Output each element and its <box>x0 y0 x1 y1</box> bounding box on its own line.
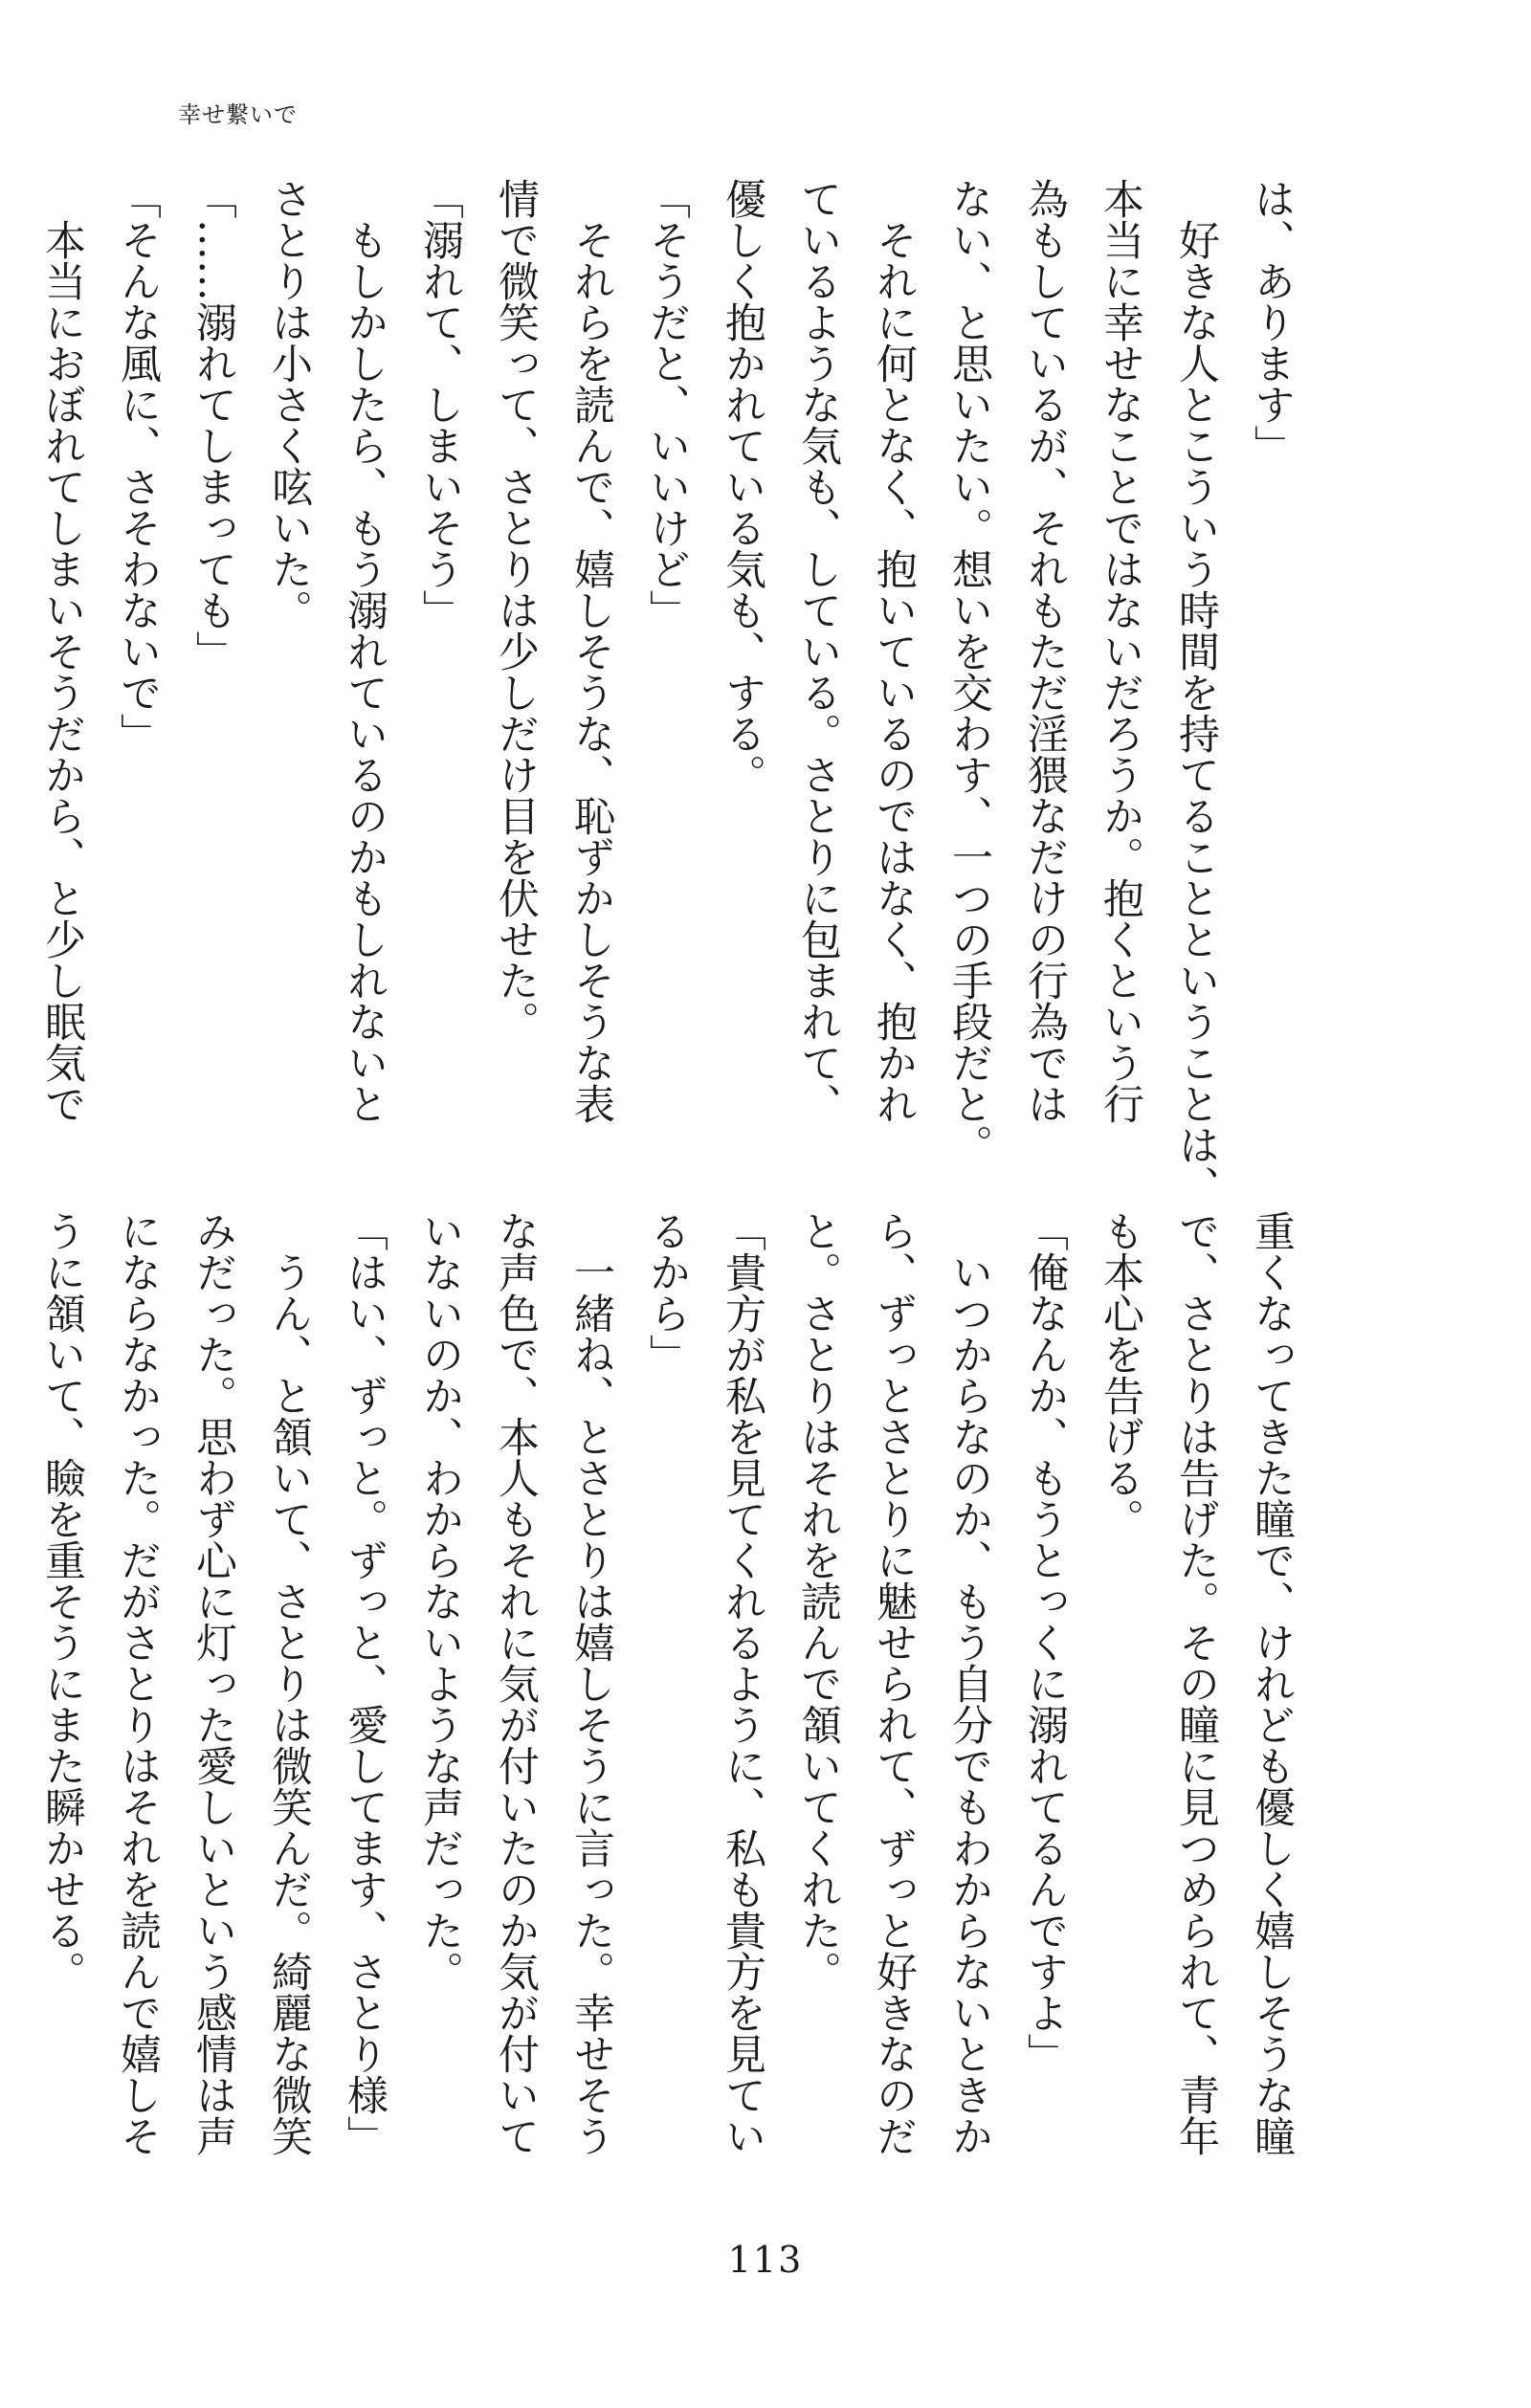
text-line: 「そんな風に、さそわないで」 <box>114 178 162 754</box>
text-line: 為もしているが、それもただ淫猥なだけの行為では <box>1021 178 1069 1124</box>
text-line: うに頷いて、瞼を重そうにまた瞬かせる。 <box>38 1210 86 1992</box>
text-block-lower <box>24 1210 1309 2167</box>
text-line: も本心を告げる。 <box>1097 1210 1144 1539</box>
text-line: 重くなってきた瞳で、けれども優しく嬉しそうな瞳 <box>1248 1210 1296 2156</box>
text-line: は、あります」 <box>1248 178 1296 466</box>
text-line: いつからなのか、もう自分でもわからないときか <box>945 1210 993 2156</box>
text-line: 「……溺れてしまっても」 <box>189 178 237 672</box>
page-number: 113 <box>727 2239 804 2281</box>
text-line: 一緒ね、とさとりは嬉しそうに言った。幸せそう <box>567 1210 615 2156</box>
text-line: ない、と思いたい。想いを交わす、一つの手段だと。 <box>945 178 993 1165</box>
text-line: それらを読んで、嬉しそうな、恥ずかしそうな表 <box>567 178 615 1124</box>
text-line: ているような気も、している。さとりに包まれて、 <box>794 178 842 1124</box>
text-line: さとりは小さく呟いた。 <box>265 178 313 630</box>
text-line: 「俺なんか、もうとっくに溺れてるんですよ」 <box>1021 1210 1069 2074</box>
text-line: 情で微笑って、さとりは少しだけ目を伏せた。 <box>492 178 540 1042</box>
text-line: いないのか、わからないような声だった。 <box>416 1210 464 1992</box>
text-line: にならなかった。だがさとりはそれを読んで嬉しそ <box>114 1210 162 2156</box>
text-line: な声色で、本人もそれに気が付いたのか気が付いて <box>492 1210 540 2156</box>
text-line: 本当に幸せなことではないだろうか。抱くという行 <box>1097 178 1144 1124</box>
text-line: 「貴方が私を見てくれるように、私も貴方を見てい <box>719 1210 766 2156</box>
text-line: 本当におぼれてしまいそうだから、と少し眠気で <box>38 178 86 1124</box>
text-line: 好きな人とこういう時間を持てることということは、 <box>1172 178 1220 1206</box>
text-line: 「そうだと、いいけど」 <box>643 178 691 630</box>
text-line: みだった。思わず心に灯った愛しいという感情は声 <box>189 1210 237 2156</box>
text-line: それに何となく、抱いているのではなく、抱かれ <box>870 178 918 1124</box>
running-header: 幸せ繋いで <box>178 101 298 128</box>
text-line: うん、と頷いて、さとりは微笑んだ。綺麗な微笑 <box>265 1210 313 2156</box>
text-line: と。さとりはそれを読んで頷いてくれた。 <box>794 1210 842 1992</box>
text-line: 「はい、ずっと。ずっと、愛してます、さとり様」 <box>341 1210 388 2156</box>
text-block-upper <box>24 178 1309 1206</box>
text-line: 優しく抱かれている気も、する。 <box>719 178 766 795</box>
text-line: るから」 <box>643 1210 691 1375</box>
text-line: 「溺れて、しまいそう」 <box>416 178 464 630</box>
text-line: で、さとりは告げた。その瞳に見つめられて、青年 <box>1172 1210 1220 2156</box>
text-line: ら、ずっとさとりに魅せられて、ずっと好きなのだ <box>870 1210 918 2156</box>
text-line: もしかしたら、もう溺れているのかもしれないと <box>341 178 388 1124</box>
